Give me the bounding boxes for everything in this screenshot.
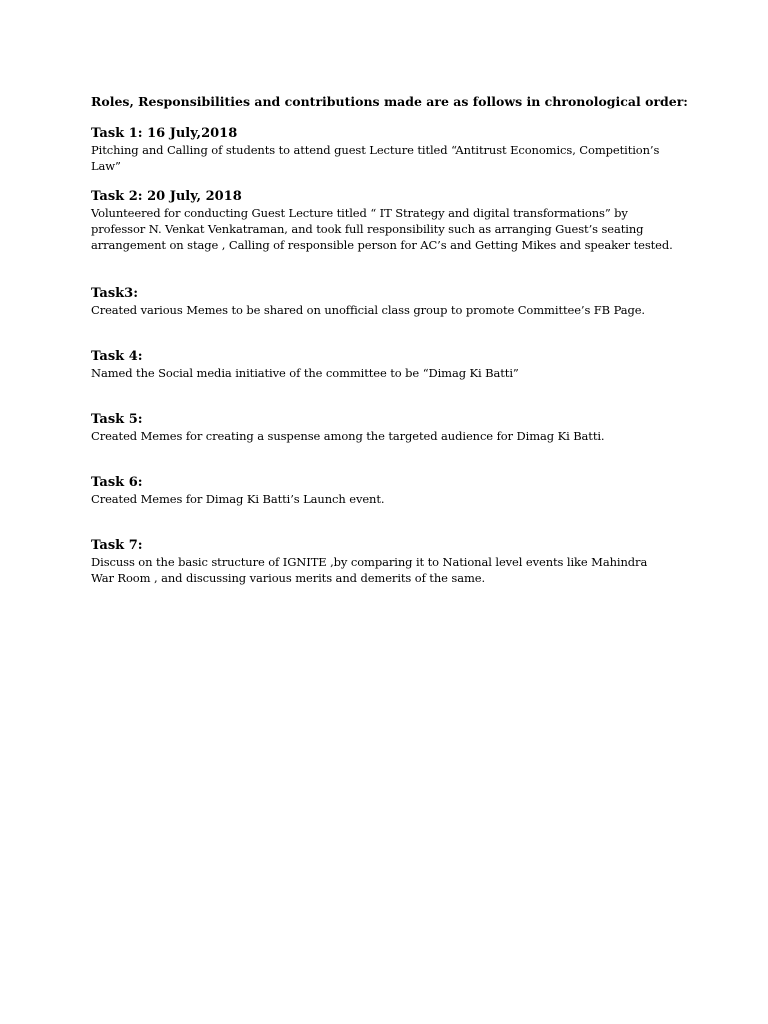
task-line: Named the Social media initiative of the committee to be “Dimag Ki Batti” (91, 366, 519, 380)
task-line: Created Memes for Dimag Ki Batti’s Launch event. (91, 492, 385, 506)
task-1 (91, 125, 691, 174)
document-heading: Roles, Responsibilities and contributions made are as follows in chronological order: (91, 94, 688, 109)
task-description (91, 491, 691, 507)
task-2 (91, 188, 691, 253)
task-4 (91, 348, 691, 381)
task-line: arrangement on stage , Calling of responsible person for AC’s and Getting Mikes and speaker tested. (91, 238, 673, 252)
task-title: Task3: (91, 286, 139, 301)
task-line: Volunteered for conducting Guest Lecture titled “ IT Strategy and digital transformations” by (91, 206, 628, 220)
task-description (91, 205, 691, 253)
task-title: Task 5: (91, 412, 143, 427)
task-5 (91, 411, 691, 444)
task-3 (91, 285, 691, 318)
task-line: Created Memes for creating a suspense among the targeted audience for Dimag Ki Batti. (91, 429, 605, 443)
task-title: Task 6: (91, 475, 143, 490)
task-title: Task 7: (91, 538, 143, 553)
task-7 (91, 537, 691, 586)
task-line: Pitching and Calling of students to attend guest Lecture titled “Antitrust Economics, Competition’s (91, 143, 660, 157)
task-line: professor N. Venkat Venkatraman, and took full responsibility such as arranging Guest’s seating (91, 222, 644, 236)
task-line: Discuss on the basic structure of IGNITE ,by comparing it to National level events like Mahindra (91, 555, 648, 569)
task-description (91, 302, 691, 318)
task-title: Task 4: (91, 349, 143, 364)
task-title: Task 2: 20 July, 2018 (91, 189, 242, 204)
task-line: Created various Memes to be shared on unofficial class group to promote Committee’s FB Page. (91, 303, 645, 317)
task-line: War Room , and discussing various merits and demerits of the same. (91, 571, 486, 585)
task-line: Law” (91, 159, 121, 173)
task-description (91, 142, 691, 174)
task-6 (91, 474, 691, 507)
task-description (91, 428, 691, 444)
task-description (91, 365, 691, 381)
task-description (91, 554, 691, 586)
task-title: Task 1: 16 July,2018 (91, 126, 238, 141)
